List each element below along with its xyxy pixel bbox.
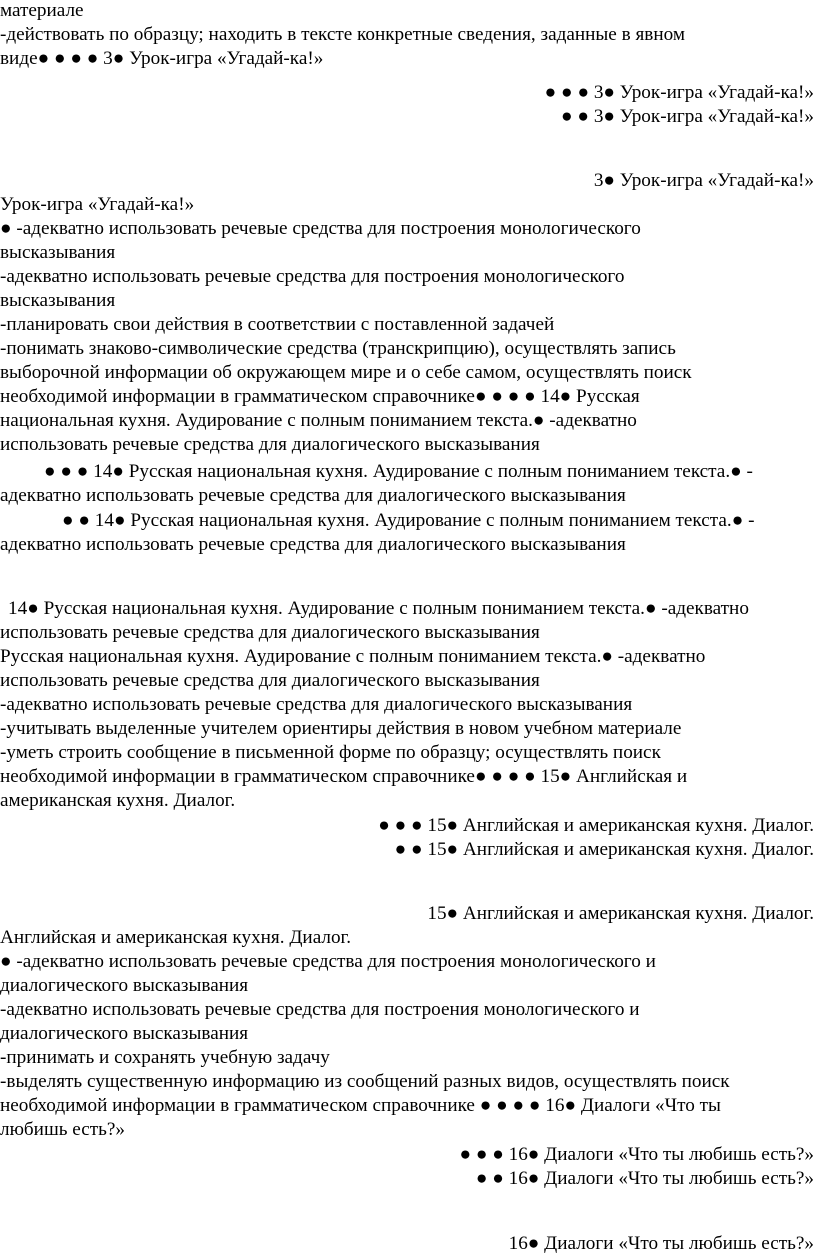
text-line: -выделять существенную информацию из сообщений разных видов, осуществлять поиск	[0, 1071, 730, 1092]
text-line: использовать речевые средства для диалогического высказывания	[0, 670, 540, 691]
text-line: адекватно использовать речевые средства для диалогического высказывания	[0, 534, 626, 555]
text-line: материале	[0, 0, 84, 21]
text-line: необходимой информации в грамматическом справочнике● ● ● ● 14● Русская	[0, 386, 640, 407]
text-line: адекватно использовать речевые средства для диалогического высказывания	[0, 485, 626, 506]
text-line: диалогического высказывания	[0, 975, 249, 996]
text-line: высказывания	[0, 242, 116, 263]
text-line: ● -адекватно использовать речевые средства для построения монологического	[0, 218, 641, 239]
text-line-right: ● ● ● 16● Диалоги «Что ты любишь есть?»	[459, 1144, 814, 1165]
text-line-indented: ● ● ● 14● Русская национальная кухня. Аудирование с полным пониманием текста.● -	[44, 461, 753, 482]
text-line: использовать речевые средства для диалогического высказывания	[0, 622, 540, 643]
text-line: -понимать знаково-символические средства (транскрипцию), осуществлять запись	[0, 338, 676, 359]
text-line: выборочной информации об окружающем мире и о себе самом, осуществлять поиск	[0, 362, 692, 383]
text-line: национальная кухня. Аудирование с полным пониманием текста.● -адекватно	[0, 410, 637, 431]
text-line: необходимой информации в грамматическом справочнике ● ● ● ● 16● Диалоги «Что ты	[0, 1095, 721, 1116]
text-line: -действовать по образцу; находить в тексте конкретные сведения, заданные в явном	[0, 24, 685, 45]
text-line-right: ● ● 15● Английская и американская кухня. Диалог.	[394, 839, 814, 860]
text-line: необходимой информации в грамматическом справочнике● ● ● ● 15● Английская и	[0, 766, 688, 787]
text-line: Урок-игра «Угадай-ка!»	[0, 194, 195, 215]
text-line: -адекватно использовать речевые средства для диалогического высказывания	[0, 694, 633, 715]
text-line: -планировать свои действия в соответствии с поставленной задачей	[0, 314, 555, 335]
text-line-right: ● ● ● 15● Английская и американская кухня. Диалог.	[378, 815, 814, 836]
text-line: -адекватно использовать речевые средства для построения монологического и	[0, 999, 640, 1020]
text-line: диалогического высказывания	[0, 1023, 249, 1044]
text-line: любишь есть?»	[0, 1119, 126, 1140]
text-line: использовать речевые средства для диалогического высказывания	[0, 434, 540, 455]
text-line: ● -адекватно использовать речевые средства для построения монологического и	[0, 951, 656, 972]
text-line: Русская национальная кухня. Аудирование с полным пониманием текста.● -адекватно	[0, 646, 706, 667]
text-line-right: 16● Диалоги «Что ты любишь есть?»	[508, 1233, 814, 1254]
text-line: -учитывать выделенные учителем ориентиры действия в новом учебном материале	[0, 718, 682, 739]
text-line-right: ● ● 16● Диалоги «Что ты любишь есть?»	[475, 1168, 814, 1189]
text-line-right: ● ● ● 3● Урок-игра «Угадай-ка!»	[544, 82, 814, 103]
text-line: -уметь строить сообщение в письменной форме по образцу; осуществлять поиск	[0, 742, 661, 763]
text-line: высказывания	[0, 290, 116, 311]
text-line-right: ● ● 3● Урок-игра «Угадай-ка!»	[561, 106, 814, 127]
text-line-indented: 14● Русская национальная кухня. Аудирование с полным пониманием текста.● -адекватно	[8, 598, 749, 619]
text-line: -принимать и сохранять учебную задачу	[0, 1047, 330, 1068]
text-line-right: 3● Урок-игра «Угадай-ка!»	[593, 170, 814, 191]
text-line: -адекватно использовать речевые средства для построения монологического	[0, 266, 625, 287]
text-line: виде● ● ● ● 3● Урок-игра «Угадай-ка!»	[0, 48, 324, 69]
text-line: американская кухня. Диалог.	[0, 790, 236, 811]
text-line-indented: ● ● 14● Русская национальная кухня. Аудирование с полным пониманием текста.● -	[62, 510, 755, 531]
text-line-right: 15● Английская и американская кухня. Диалог.	[427, 903, 814, 924]
text-line: Английская и американская кухня. Диалог.	[0, 927, 352, 948]
